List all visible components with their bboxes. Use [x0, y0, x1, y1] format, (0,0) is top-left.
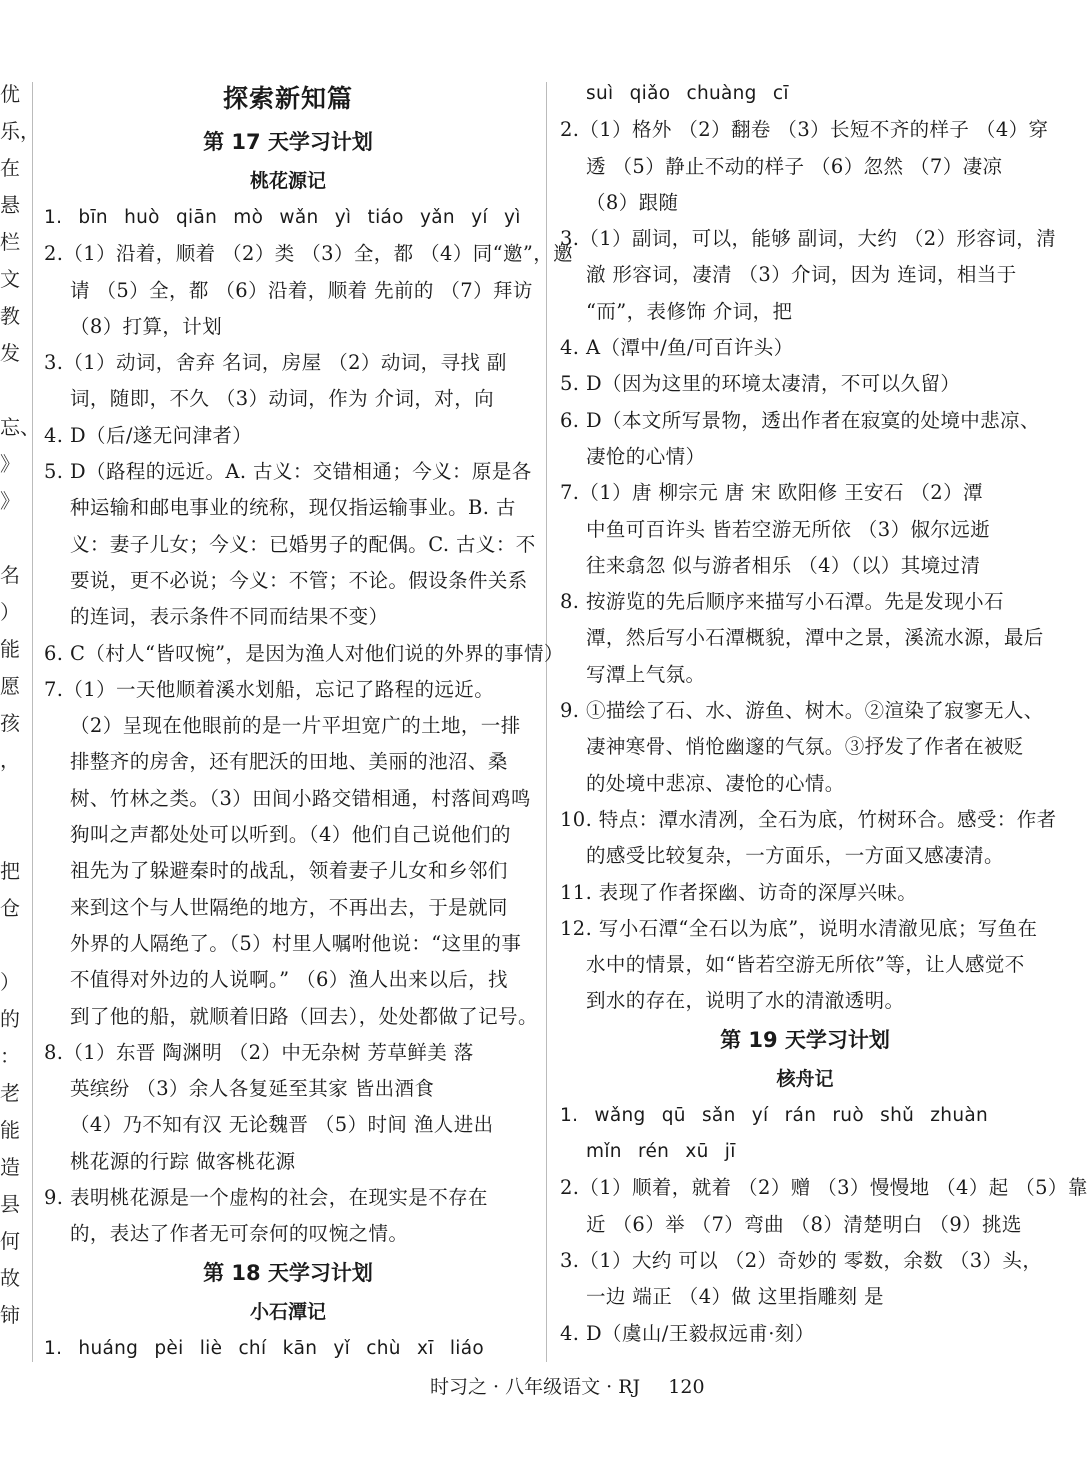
- answer-line: （8）跟随: [586, 190, 679, 214]
- day19-lesson-title: 核舟记: [776, 1067, 834, 1090]
- answer-line: 4. D（后/遂无问津者）: [44, 423, 253, 447]
- left-strip-char: 》: [0, 452, 20, 476]
- answer-line: 2.（1）顺着，就着 （2）赠 （3）慢慢地 （4）起 （5）靠: [560, 1176, 1088, 1200]
- answer-line: 到了他的船，就顺着旧路（回去），处处都做了记号。: [70, 1004, 538, 1028]
- answer-line: 3.（1）副词，可以，能够 副词，大约 （2）形容词，清: [560, 227, 1057, 251]
- answer-line: 1. bīn huò qiān mò wǎn yì tiáo yǎn yí yì: [44, 207, 521, 228]
- answer-line: 外界的人隔绝了。（5）村里人嘱咐他说：“这里的事: [70, 931, 522, 955]
- answer-line: 近 （6）举 （7）弯曲 （8）清楚明白 （9）挑选: [586, 1212, 1022, 1236]
- answer-line: 11. 表现了作者探幽、访奇的深厚兴味。: [560, 880, 918, 904]
- answer-line: 水中的情景，如“皆若空游无所依”等，让人感觉不: [586, 953, 1025, 977]
- left-strip-char: ：: [0, 1044, 20, 1068]
- left-strip-char: 》: [0, 489, 20, 513]
- left-strip-char: [0, 816, 22, 853]
- left-strip-char: ）: [0, 970, 20, 994]
- answer-line: 狗叫之声都处处可以听到。（4）他们自己说他们的: [70, 823, 511, 847]
- answer-line: 9. ①描绘了石、水、游鱼、树木。②渲染了寂寥无人、: [560, 699, 1044, 723]
- answer-line: mǐn rén xū jī: [586, 1141, 736, 1163]
- answer-line: 请 （5）全，都 （6）沿着，顺着 先前的 （7）拜访: [70, 278, 533, 302]
- left-strip-char: 老: [0, 1081, 20, 1105]
- day18-lesson-title: 小石潭记: [249, 1300, 326, 1323]
- left-strip-char: ，: [0, 748, 20, 772]
- answer-line: 来到这个与人世隔绝的地方，不再出去，于是就同: [70, 895, 508, 919]
- day19-title: 第 19 天学习计划: [720, 1027, 890, 1052]
- left-strip-char: 乐，: [0, 119, 40, 143]
- answer-line: 写潭上气氛。: [586, 662, 706, 686]
- answer-line: 祖先为了躲避秦时的战乱，领着妻子儿女和乡邻们: [70, 859, 508, 883]
- answer-line: 透 （5）静止不动的样子 （6）忽然 （7）凄凉: [586, 154, 1003, 178]
- left-strip-char: 文: [0, 267, 20, 291]
- left-strip-char: 愿: [0, 674, 20, 698]
- answer-line: 5. D（路程的远近。A. 古义：交错相通；今义：原是各: [44, 460, 532, 484]
- answer-line: 一边 端正 （4）做 这里指雕刻 是: [586, 1285, 884, 1309]
- left-strip-char: 栏: [0, 230, 20, 254]
- left-strip-char: 发: [0, 341, 20, 365]
- left-strip-char: 的: [0, 1007, 20, 1031]
- day17-title: 第 17 天学习计划: [203, 130, 373, 154]
- answer-line: 4. A（潭中/鱼/可百许头）: [560, 336, 794, 360]
- answer-line: 的感受比较复杂，一方面乐，一方面又感凄清。: [586, 844, 1004, 868]
- answer-line: “而”，表修饰 介词，把: [586, 299, 793, 323]
- left-strip-char: 孩: [0, 711, 20, 735]
- answer-line: （4）乃不知有汉 无论魏晋 （5）时间 渔人进出: [70, 1113, 494, 1137]
- answer-line: 凄怆的心情）: [586, 444, 706, 468]
- answer-line: 往来翕忽 似与游者相乐 （4）（以）其境过清: [586, 553, 981, 577]
- right-column: [560, 76, 1088, 1352]
- answer-line: 不值得对外边的人说啊。” （6）渔人出来以后，找: [70, 968, 508, 992]
- answer-line: 7.（1）一天他顺着溪水划船，忘记了路程的远近。: [44, 677, 495, 701]
- answer-line: 英缤纷 （3）余人各复延至其家 皆出酒食: [70, 1077, 435, 1101]
- answer-line: 8. 按游览的先后顺序来描写小石潭。先是发现小石: [560, 590, 1004, 614]
- left-strip-char: 在: [0, 156, 20, 180]
- left-strip-char: 名: [0, 563, 20, 587]
- answer-line: 5. D（因为这里的环境太凄清，不可以久留）: [560, 372, 961, 396]
- footer-book-title: 时习之 · 八年级语文 · RJ: [430, 1376, 641, 1398]
- left-strip-char: 忘、: [0, 415, 40, 439]
- left-strip-char: 铈: [0, 1303, 20, 1327]
- answer-line: 2.（1）沿着，顺着 （2）类 （3）全，都 （4）同“邀”，邀: [44, 242, 574, 266]
- left-strip-char: [0, 372, 22, 409]
- answer-line: 1. huáng pèi liè chí kān yǐ chù xī liáo: [44, 1337, 485, 1359]
- left-column: [44, 76, 574, 1367]
- left-margin-divider: [32, 82, 33, 1362]
- answer-line: 义：妻子儿女；今义：已婚男子的配偶。C. 古义：不: [70, 532, 536, 556]
- answer-line: 潭，然后写小石潭概貌，潭中之景，溪流水源，最后: [586, 626, 1044, 650]
- answer-line: 4. D（虞山/王毅叔远甫·刻）: [560, 1321, 815, 1345]
- left-strip-char: [0, 927, 22, 964]
- answer-line: 澈 形容词，凄清 （3）介词，因为 连词，相当于: [586, 263, 1017, 287]
- left-strip-char: 县: [0, 1192, 20, 1216]
- day17-lesson-title: 桃花源记: [249, 170, 326, 192]
- answer-line: 6. D（本文所写景物，透出作者在寂寞的处境中悲凉、: [560, 408, 1040, 432]
- left-strip-char: 故: [0, 1266, 20, 1290]
- answer-line: 排整齐的房舍，还有肥沃的田地、美丽的池沼、桑: [70, 750, 508, 774]
- answer-line: 9. 表明桃花源是一个虚构的社会，在现实是不存在: [44, 1186, 488, 1210]
- page-number: 120: [668, 1376, 705, 1398]
- answer-line: 树、竹林之类。（3）田间小路交错相通，村落间鸡鸣: [70, 786, 531, 810]
- answer-line: suì qiǎo chuàng cī: [586, 83, 789, 104]
- answer-line: 的，表达了作者无可奈何的叹惋之情。: [70, 1222, 409, 1246]
- left-strip-char: 能: [0, 637, 20, 661]
- answer-line: （2）呈现在他眼前的是一片平坦宽广的土地，一排: [70, 714, 521, 738]
- answer-line: 词，随即，不久 （3）动词，作为 介词，对，向: [70, 387, 495, 411]
- left-strip-char: [0, 520, 22, 557]
- left-strip-char: 能: [0, 1118, 20, 1142]
- left-strip-char: 造: [0, 1155, 20, 1179]
- answer-line: 3.（1）动词，舍弃 名词，房屋 （2）动词，寻找 副: [44, 351, 507, 375]
- left-page-edge-strip: [0, 76, 40, 1334]
- answer-line: 到水的存在，说明了水的清澈透明。: [586, 989, 905, 1013]
- page-footer: [430, 1372, 750, 1402]
- answer-line: 的连词，表示条件不同而结果不变）: [70, 605, 389, 629]
- answer-line: 3.（1）大约 可以 （2）奇妙的 零数，余数 （3）头，: [560, 1248, 1043, 1272]
- left-strip-char: 优: [0, 82, 20, 106]
- answer-line: 种运输和邮电事业的统称，现仅指运输事业。B. 古: [70, 496, 516, 520]
- answer-line: 要说，更不必说；今义：不管；不论。假设条件关系: [70, 568, 528, 592]
- left-strip-char: 何: [0, 1229, 20, 1253]
- answer-line: 8.（1）东晋 陶渊明 （2）中无杂树 芳草鲜美 落: [44, 1040, 474, 1064]
- answer-line: 的处境中悲凉、凄怆的心情。: [586, 771, 845, 795]
- answer-line: 凄神寒骨、悄怆幽邃的气氛。③抒发了作者在被贬: [586, 735, 1024, 759]
- answer-line: 2.（1）格外 （2）翻卷 （3）长短不齐的样子 （4）穿: [560, 118, 1049, 142]
- answer-line: 7.（1）唐 柳宗元 唐 宋 欧阳修 王安石 （2）潭: [560, 481, 983, 505]
- left-strip-char: 把: [0, 859, 20, 883]
- left-strip-char: 教: [0, 304, 20, 328]
- answer-line: 10. 特点：潭水清冽，全石为底，竹树环合。感受：作者: [560, 807, 1057, 831]
- day18-title: 第 18 天学习计划: [203, 1260, 373, 1285]
- column-divider: [546, 82, 547, 1362]
- answer-line: 6. C（村人“皆叹惋”，是因为渔人对他们说的外界的事情）: [44, 641, 564, 665]
- left-strip-char: ）: [0, 600, 20, 624]
- answer-line: 桃花源的行踪 做客桃花源: [70, 1149, 296, 1173]
- left-strip-char: 悬: [0, 193, 20, 217]
- answer-line: 中鱼可百许头 皆若空游无所依 （3）俶尔远逝: [586, 517, 991, 541]
- answer-line: （8）打算，计划: [70, 314, 223, 338]
- answer-line: 1. wǎng qū sǎn yí rán ruò shǔ zhuàn: [560, 1104, 989, 1126]
- left-strip-char: [0, 779, 22, 816]
- section-title: 探索新知篇: [222, 84, 353, 113]
- answer-line: 12. 写小石潭“全石以为底”，说明水清澈见底；写鱼在: [560, 916, 1038, 940]
- left-strip-char: 仓: [0, 896, 20, 920]
